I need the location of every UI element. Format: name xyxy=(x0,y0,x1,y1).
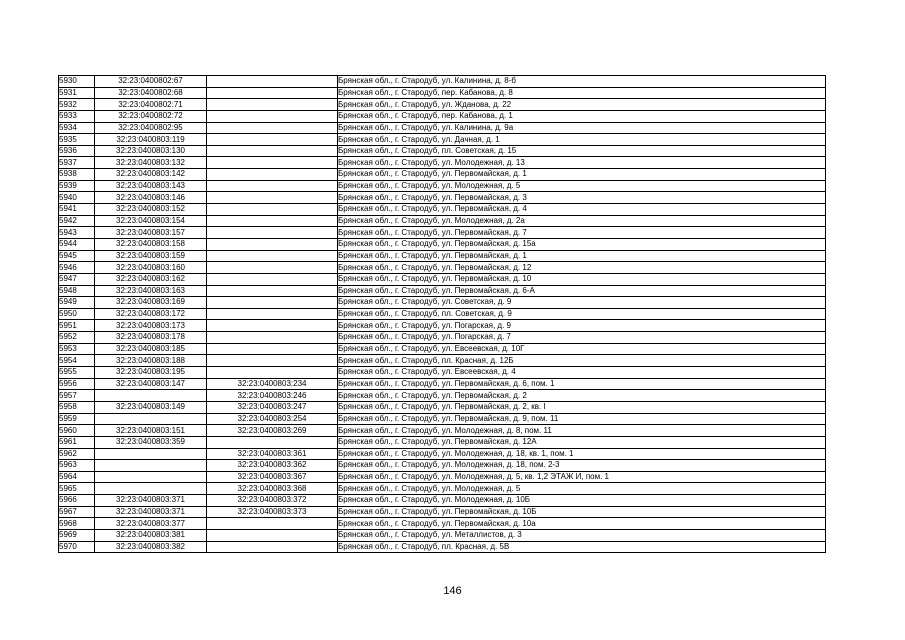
address-cell: Брянская обл., г. Стародуб, ул. Первомайская, д. 6, пом. 1 xyxy=(338,378,826,390)
related-cadastral-number-cell xyxy=(207,180,338,192)
cadastral-number-cell: 32:23:0400803:142 xyxy=(95,169,207,181)
address-cell: Брянская обл., г. Стародуб, ул. Первомайская, д. 3 xyxy=(338,192,826,204)
row-number-cell: 5942 xyxy=(59,215,95,227)
cadastral-number-cell xyxy=(95,471,207,483)
table-row xyxy=(59,448,826,460)
address-cell: Брянская обл., г. Стародуб, ул. Молодежная, д. 13 xyxy=(338,157,826,169)
row-number-cell: 5959 xyxy=(59,413,95,425)
related-cadastral-number-cell xyxy=(207,273,338,285)
table-row xyxy=(59,99,826,111)
address-cell: Брянская обл., г. Стародуб, ул. Первомайская, д. 6-А xyxy=(338,285,826,297)
related-cadastral-number-cell: 32:23:0400803:368 xyxy=(207,483,338,495)
related-cadastral-number-cell xyxy=(207,145,338,157)
row-number-cell: 5936 xyxy=(59,145,95,157)
related-cadastral-number-cell xyxy=(207,518,338,530)
row-number-cell: 5938 xyxy=(59,169,95,181)
related-cadastral-number-cell xyxy=(207,76,338,88)
row-number-cell: 5963 xyxy=(59,460,95,472)
cadastral-number-cell xyxy=(95,448,207,460)
address-cell: Брянская обл., г. Стародуб, ул. Первомайская, д. 12А xyxy=(338,436,826,448)
related-cadastral-number-cell xyxy=(207,529,338,541)
table-row xyxy=(59,436,826,448)
row-number-cell: 5930 xyxy=(59,76,95,88)
address-cell: Брянская обл., г. Стародуб, ул. Молодежная, д. 5 xyxy=(338,180,826,192)
cadastral-number-cell: 32:23:0400803:157 xyxy=(95,227,207,239)
table-row xyxy=(59,273,826,285)
related-cadastral-number-cell xyxy=(207,192,338,204)
row-number-cell: 5940 xyxy=(59,192,95,204)
row-number-cell: 5966 xyxy=(59,495,95,507)
table-row xyxy=(59,332,826,344)
cadastral-number-cell: 32:23:0400803:163 xyxy=(95,285,207,297)
related-cadastral-number-cell: 32:23:0400803:361 xyxy=(207,448,338,460)
cadastral-number-cell: 32:23:0400803:151 xyxy=(95,425,207,437)
related-cadastral-number-cell: 32:23:0400803:234 xyxy=(207,378,338,390)
row-number-cell: 5960 xyxy=(59,425,95,437)
cadastral-number-cell: 32:23:0400803:152 xyxy=(95,204,207,216)
related-cadastral-number-cell: 32:23:0400803:247 xyxy=(207,401,338,413)
cadastral-number-cell: 32:23:0400803:173 xyxy=(95,320,207,332)
row-number-cell: 5944 xyxy=(59,238,95,250)
row-number-cell: 5945 xyxy=(59,250,95,262)
address-cell: Брянская обл., г. Стародуб, ул. Первомайская, д. 9, пом. 11 xyxy=(338,413,826,425)
address-cell: Брянская обл., г. Стародуб, ул. Первомайская, д. 2 xyxy=(338,390,826,402)
address-cell: Брянская обл., г. Стародуб, ул. Первомайская, д. 1 xyxy=(338,250,826,262)
row-number-cell: 5937 xyxy=(59,157,95,169)
row-number-cell: 5970 xyxy=(59,541,95,553)
related-cadastral-number-cell xyxy=(207,343,338,355)
register-table-body xyxy=(59,76,826,553)
address-cell: Брянская обл., г. Стародуб, ул. Погарская, д. 9 xyxy=(338,320,826,332)
related-cadastral-number-cell xyxy=(207,204,338,216)
address-cell: Брянская обл., г. Стародуб, ул. Жданова, д. 22 xyxy=(338,99,826,111)
related-cadastral-number-cell xyxy=(207,238,338,250)
table-row xyxy=(59,506,826,518)
address-cell: Брянская обл., г. Стародуб, ул. Первомайская, д. 10а xyxy=(338,518,826,530)
page-number: 146 xyxy=(443,585,462,597)
cadastral-number-cell: 32:23:0400803:371 xyxy=(95,495,207,507)
related-cadastral-number-cell: 32:23:0400803:362 xyxy=(207,460,338,472)
cadastral-number-cell: 32:23:0400803:130 xyxy=(95,145,207,157)
related-cadastral-number-cell xyxy=(207,87,338,99)
related-cadastral-number-cell xyxy=(207,308,338,320)
table-row xyxy=(59,425,826,437)
table-row xyxy=(59,192,826,204)
address-cell: Брянская обл., г. Стародуб, ул. Металлистов, д. 3 xyxy=(338,529,826,541)
row-number-cell: 5939 xyxy=(59,180,95,192)
address-cell: Брянская обл., г. Стародуб, ул. Калинина, д. 9а xyxy=(338,122,826,134)
table-row xyxy=(59,495,826,507)
related-cadastral-number-cell xyxy=(207,110,338,122)
table-row xyxy=(59,401,826,413)
row-number-cell: 5962 xyxy=(59,448,95,460)
row-number-cell: 5967 xyxy=(59,506,95,518)
row-number-cell: 5964 xyxy=(59,471,95,483)
cadastral-number-cell: 32:23:0400803:382 xyxy=(95,541,207,553)
related-cadastral-number-cell: 32:23:0400803:373 xyxy=(207,506,338,518)
row-number-cell: 5965 xyxy=(59,483,95,495)
table-row xyxy=(59,483,826,495)
table-row xyxy=(59,157,826,169)
table-row xyxy=(59,355,826,367)
row-number-cell: 5931 xyxy=(59,87,95,99)
table-row xyxy=(59,134,826,146)
cadastral-number-cell: 32:23:0400803:169 xyxy=(95,297,207,309)
address-cell: Брянская обл., г. Стародуб, ул. Первомайская, д. 10 xyxy=(338,273,826,285)
address-cell: Брянская обл., г. Стародуб, ул. Советская, д. 9 xyxy=(338,297,826,309)
cadastral-number-cell: 32:23:0400803:359 xyxy=(95,436,207,448)
table-row xyxy=(59,227,826,239)
address-cell: Брянская обл., г. Стародуб, ул. Первомайская, д. 15а xyxy=(338,238,826,250)
row-number-cell: 5949 xyxy=(59,297,95,309)
cadastral-number-cell xyxy=(95,390,207,402)
table-row xyxy=(59,471,826,483)
table-row xyxy=(59,215,826,227)
related-cadastral-number-cell: 32:23:0400803:246 xyxy=(207,390,338,402)
address-cell: Брянская обл., г. Стародуб, ул. Первомайская, д. 1 xyxy=(338,169,826,181)
address-cell: Брянская обл., г. Стародуб, ул. Молодежная, д. 8, пом. 11 xyxy=(338,425,826,437)
related-cadastral-number-cell xyxy=(207,297,338,309)
address-cell: Брянская обл., г. Стародуб, пер. Кабанова, д. 1 xyxy=(338,110,826,122)
related-cadastral-number-cell: 32:23:0400803:367 xyxy=(207,471,338,483)
row-number-cell: 5956 xyxy=(59,378,95,390)
related-cadastral-number-cell xyxy=(207,262,338,274)
related-cadastral-number-cell xyxy=(207,436,338,448)
cadastral-number-cell: 32:23:0400803:143 xyxy=(95,180,207,192)
table-row xyxy=(59,180,826,192)
row-number-cell: 5943 xyxy=(59,227,95,239)
cadastral-number-cell: 32:23:0400802:72 xyxy=(95,110,207,122)
address-cell: Брянская обл., г. Стародуб, ул. Калинина, д. 8-б xyxy=(338,76,826,88)
table-row xyxy=(59,367,826,379)
related-cadastral-number-cell xyxy=(207,285,338,297)
related-cadastral-number-cell xyxy=(207,169,338,181)
cadastral-number-cell: 32:23:0400803:132 xyxy=(95,157,207,169)
cadastral-number-cell: 32:23:0400803:172 xyxy=(95,308,207,320)
cadastral-number-cell: 32:23:0400802:71 xyxy=(95,99,207,111)
table-row xyxy=(59,204,826,216)
address-cell: Брянская обл., г. Стародуб, пл. Советская, д. 9 xyxy=(338,308,826,320)
row-number-cell: 5935 xyxy=(59,134,95,146)
cadastral-number-cell: 32:23:0400803:178 xyxy=(95,332,207,344)
table-row xyxy=(59,285,826,297)
table-row xyxy=(59,320,826,332)
address-cell: Брянская обл., г. Стародуб, пл. Красная, д. 5В xyxy=(338,541,826,553)
related-cadastral-number-cell xyxy=(207,320,338,332)
related-cadastral-number-cell xyxy=(207,157,338,169)
address-cell: Брянская обл., г. Стародуб, ул. Молодежная, д. 18, кв. 1, пом. 1 xyxy=(338,448,826,460)
table-row xyxy=(59,87,826,99)
related-cadastral-number-cell xyxy=(207,215,338,227)
address-cell: Брянская обл., г. Стародуб, ул. Первомайская, д. 2, кв. I xyxy=(338,401,826,413)
address-cell: Брянская обл., г. Стародуб, ул. Первомайская, д. 7 xyxy=(338,227,826,239)
cadastral-number-cell: 32:23:0400803:147 xyxy=(95,378,207,390)
row-number-cell: 5954 xyxy=(59,355,95,367)
address-cell: Брянская обл., г. Стародуб, ул. Евсеевская, д. 4 xyxy=(338,367,826,379)
row-number-cell: 5969 xyxy=(59,529,95,541)
row-number-cell: 5958 xyxy=(59,401,95,413)
cadastral-number-cell: 32:23:0400803:162 xyxy=(95,273,207,285)
cadastral-number-cell: 32:23:0400802:67 xyxy=(95,76,207,88)
cadastral-number-cell: 32:23:0400803:195 xyxy=(95,367,207,379)
related-cadastral-number-cell: 32:23:0400803:372 xyxy=(207,495,338,507)
cadastral-number-cell: 32:23:0400803:185 xyxy=(95,343,207,355)
row-number-cell: 5932 xyxy=(59,99,95,111)
table-row xyxy=(59,460,826,472)
address-cell: Брянская обл., г. Стародуб, ул. Евсеевская, д. 10Г xyxy=(338,343,826,355)
row-number-cell: 5955 xyxy=(59,367,95,379)
cadastral-number-cell: 32:23:0400803:119 xyxy=(95,134,207,146)
address-cell: Брянская обл., г. Стародуб, ул. Дачная, д. 1 xyxy=(338,134,826,146)
table-row xyxy=(59,529,826,541)
table-row xyxy=(59,378,826,390)
row-number-cell: 5948 xyxy=(59,285,95,297)
cadastral-number-cell: 32:23:0400802:95 xyxy=(95,122,207,134)
row-number-cell: 5968 xyxy=(59,518,95,530)
table-row xyxy=(59,343,826,355)
cadastral-number-cell: 32:23:0400803:159 xyxy=(95,250,207,262)
cadastral-number-cell: 32:23:0400802:68 xyxy=(95,87,207,99)
related-cadastral-number-cell xyxy=(207,541,338,553)
related-cadastral-number-cell xyxy=(207,355,338,367)
cadastral-number-cell: 32:23:0400803:149 xyxy=(95,401,207,413)
address-cell: Брянская обл., г. Стародуб, ул. Погарская, д. 7 xyxy=(338,332,826,344)
related-cadastral-number-cell xyxy=(207,134,338,146)
row-number-cell: 5952 xyxy=(59,332,95,344)
cadastral-number-cell xyxy=(95,460,207,472)
address-cell: Брянская обл., г. Стародуб, ул. Первомайская, д. 12 xyxy=(338,262,826,274)
cadastral-number-cell: 32:23:0400803:188 xyxy=(95,355,207,367)
register-table xyxy=(58,75,826,553)
table-row xyxy=(59,308,826,320)
table-row xyxy=(59,238,826,250)
address-cell: Брянская обл., г. Стародуб, ул. Первомайская, д. 4 xyxy=(338,204,826,216)
cadastral-number-cell: 32:23:0400803:381 xyxy=(95,529,207,541)
address-cell: Брянская обл., г. Стародуб, ул. Молодежная, д. 18, пом. 2-3 xyxy=(338,460,826,472)
table-row xyxy=(59,250,826,262)
row-number-cell: 5934 xyxy=(59,122,95,134)
related-cadastral-number-cell xyxy=(207,122,338,134)
cadastral-number-cell xyxy=(95,413,207,425)
row-number-cell: 5947 xyxy=(59,273,95,285)
cadastral-number-cell: 32:23:0400803:154 xyxy=(95,215,207,227)
row-number-cell: 5957 xyxy=(59,390,95,402)
related-cadastral-number-cell xyxy=(207,367,338,379)
related-cadastral-number-cell: 32:23:0400803:254 xyxy=(207,413,338,425)
cadastral-number-cell: 32:23:0400803:160 xyxy=(95,262,207,274)
cadastral-number-cell: 32:23:0400803:158 xyxy=(95,238,207,250)
table-row xyxy=(59,541,826,553)
table-row xyxy=(59,122,826,134)
address-cell: Брянская обл., г. Стародуб, пер. Кабанова, д. 8 xyxy=(338,87,826,99)
table-row xyxy=(59,262,826,274)
row-number-cell: 5950 xyxy=(59,308,95,320)
cadastral-number-cell: 32:23:0400803:146 xyxy=(95,192,207,204)
address-cell: Брянская обл., г. Стародуб, ул. Молодежная, д. 5 xyxy=(338,483,826,495)
row-number-cell: 5951 xyxy=(59,320,95,332)
table-row xyxy=(59,518,826,530)
related-cadastral-number-cell xyxy=(207,250,338,262)
address-cell: Брянская обл., г. Стародуб, ул. Молодежная, д. 5, кв. 1,2 ЭТАЖ И, пом. 1 xyxy=(338,471,826,483)
row-number-cell: 5933 xyxy=(59,110,95,122)
address-cell: Брянская обл., г. Стародуб, ул. Молодежная, д. 2а xyxy=(338,215,826,227)
address-cell: Брянская обл., г. Стародуб, пл. Красная, д. 12Б xyxy=(338,355,826,367)
row-number-cell: 5946 xyxy=(59,262,95,274)
address-cell: Брянская обл., г. Стародуб, ул. Молодежная, д. 10Б xyxy=(338,495,826,507)
table-row xyxy=(59,413,826,425)
row-number-cell: 5961 xyxy=(59,436,95,448)
table-row xyxy=(59,297,826,309)
address-cell: Брянская обл., г. Стародуб, пл. Советская, д. 15 xyxy=(338,145,826,157)
table-row xyxy=(59,145,826,157)
address-cell: Брянская обл., г. Стародуб, ул. Первомайская, д. 10Б xyxy=(338,506,826,518)
related-cadastral-number-cell xyxy=(207,332,338,344)
related-cadastral-number-cell xyxy=(207,99,338,111)
table-row xyxy=(59,390,826,402)
row-number-cell: 5941 xyxy=(59,204,95,216)
cadastral-number-cell xyxy=(95,483,207,495)
cadastral-number-cell: 32:23:0400803:377 xyxy=(95,518,207,530)
table-row xyxy=(59,169,826,181)
row-number-cell: 5953 xyxy=(59,343,95,355)
related-cadastral-number-cell xyxy=(207,227,338,239)
cadastral-number-cell: 32:23:0400803:371 xyxy=(95,506,207,518)
table-row xyxy=(59,76,826,88)
table-row xyxy=(59,110,826,122)
related-cadastral-number-cell: 32:23:0400803:269 xyxy=(207,425,338,437)
